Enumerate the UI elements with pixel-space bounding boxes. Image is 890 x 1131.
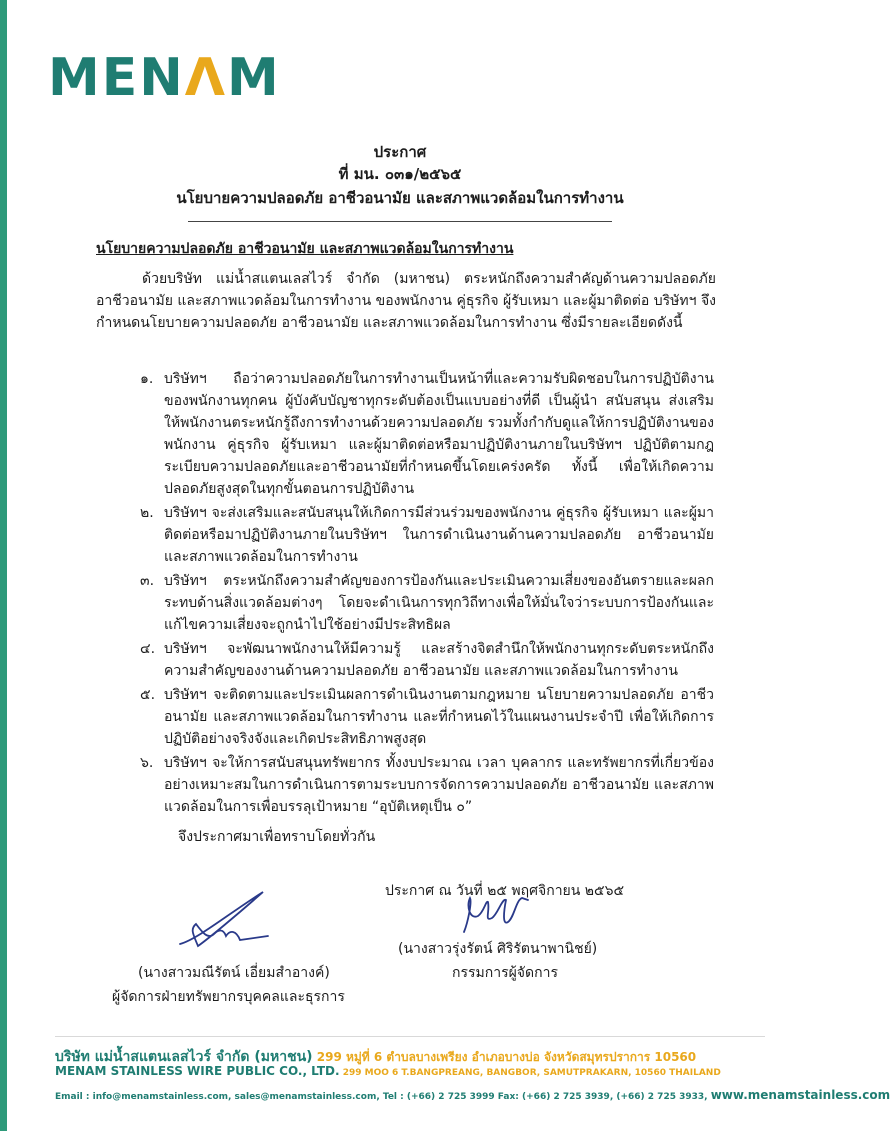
company-logo bbox=[48, 48, 281, 108]
signatory-right-name: (นางสาวรุ่งรัตน์ ศิริรัตนาพานิชย์) bbox=[398, 941, 598, 957]
signatory-left-title: ผู้จัดการฝ่ายทรัพยากรบุคคลและธุรการ bbox=[112, 989, 345, 1005]
announcement-date: ประกาศ ณ วันที่ ๒๕ พฤศจิกายน ๒๕๖๕ bbox=[385, 883, 625, 899]
item-number: ๕. bbox=[140, 687, 156, 703]
list-item bbox=[140, 368, 714, 500]
section-title: นโยบายความปลอดภัย อาชีวอนามัย และสภาพแวดล้อมในการทำงาน bbox=[96, 241, 514, 257]
item-number: ๖. bbox=[140, 755, 154, 771]
announcement-subject: นโยบายความปลอดภัย อาชีวอนามัย และสภาพแวดล้อมในการทำงาน bbox=[176, 189, 624, 207]
signatory-right-title: กรรมการผู้จัดการ bbox=[452, 965, 558, 981]
item-number: ๔. bbox=[140, 641, 156, 657]
footer-address-th: 299 หมู่ที่ 6 ตำบลบางเพรียง อำเภอบางบ่อ จังหวัดสมุทรปราการ 10560 bbox=[312, 1050, 697, 1064]
item-text: บริษัทฯ จะส่งเสริมและสนับสนุนให้เกิดการมีส่วนร่วมของพนักงาน คู่ธุรกิจ ผู้รับเหมา และผู้มาติดต่อหรือมาปฏิบัติงานภายในบริษัทฯ ในการดำเนินงานด้านความปลอดภัย อาชีวอนามัย และสภาพแวดล้อมในการทำงาน bbox=[164, 505, 714, 565]
footer-company-th: บริษัท แม่น้ำสแตนเลสไวร์ จำกัด (มหาชน) bbox=[55, 1049, 313, 1065]
footer-divider bbox=[55, 1036, 765, 1037]
item-number: ๒. bbox=[140, 505, 154, 521]
policy-list bbox=[140, 368, 714, 820]
list-item bbox=[140, 752, 714, 818]
closing-statement: จึงประกาศมาเพื่อทราบโดยทั่วกัน bbox=[178, 829, 376, 845]
footer-contact: Email : info@menamstainless.com, sales@menamstainless.com, Tel : (+66) 2 725 3999 Fax: (+66) 2 725 3939, (+66) 2 725 3933, bbox=[55, 1092, 711, 1102]
list-item bbox=[140, 570, 714, 636]
logo-text-c: M bbox=[227, 48, 281, 108]
list-item bbox=[140, 638, 714, 682]
item-text: บริษัทฯ ถือว่าความปลอดภัยในการทำงานเป็นหน้าที่และความรับผิดชอบในการปฏิบัติงานของพนักงานทุกคน ผู้บังคับบัญชาทุกระดับต้องเป็นแบบอย่างที่ดี เป็นผู้นำ สนับสนุน ส่งเสริมให้พนักงานตระหนักรู้ถึงการทำงานด้วยความปลอดภัย รวมทั้งกำกับดูแลให้การปฏิบัติงานของพนักงาน คู่ธุรกิจ ผู้รับเหมา และผู้มาติดต่อหรือมาปฏิบัติงานภายในบริษัทฯ ปฏิบัติตามกฎระเบียบความปลอดภัยและอาชีวอนามัยที่กำหนดขึ้นโดยเคร่งครัด ทั้งนี้ เพื่อให้เกิดความปลอดภัยสูงสุดในทุกขั้นตอนการปฏิบัติงาน bbox=[164, 371, 714, 497]
footer-website-link[interactable]: www.menamstainless.com bbox=[710, 1088, 890, 1102]
header-divider bbox=[188, 221, 612, 222]
signature-left-image bbox=[168, 884, 278, 956]
footer-contact-line bbox=[55, 1088, 890, 1102]
list-item bbox=[140, 502, 714, 568]
item-text: บริษัทฯ จะติดตามและประเมินผลการดำเนินงานตามกฎหมาย นโยบายความปลอดภัย อาชีวอนามัย และสภาพแวดล้อมในการทำงาน และที่กำหนดไว้ในแผนงานประจำปี เพื่อให้เกิดการปฏิบัติอย่างจริงจังและเกิดประสิทธิภาพสูงสุด bbox=[164, 687, 714, 747]
item-number: ๓. bbox=[140, 573, 155, 589]
item-text: บริษัทฯ ตระหนักถึงความสำคัญของการป้องกันและประเมินความเสี่ยงของอันตรายและผลกระทบด้านสิ่งแวดล้อมต่างๆ โดยจะดำเนินการทุกวิถีทางเพื่อให้มั่นใจว่าระบบการป้องกันและแก้ไขความเสี่ยงจะถูกนำไปใช้อย่างมีประสิทธิผล bbox=[164, 573, 714, 633]
footer-english-line bbox=[55, 1064, 721, 1078]
footer-address-en: 299 MOO 6 T.BANGPREANG, BANGBOR, SAMUTPRAKARN, 10560 THAILAND bbox=[339, 1068, 721, 1078]
logo-text-a: MEN bbox=[48, 48, 185, 108]
signatory-left-name: (นางสาวมณีรัตน์ เอี่ยมสำอางค์) bbox=[138, 965, 330, 981]
signature-right-image bbox=[458, 892, 538, 938]
item-number: ๑. bbox=[140, 371, 154, 387]
item-text: บริษัทฯ จะให้การสนับสนุนทรัพยากร ทั้งงบประมาณ เวลา บุคลากร และทรัพยากรที่เกี่ยวข้องอย่างเหมาะสมในการดำเนินการตามระบบการจัดการความปลอดภัย อาชีวอนามัย และสภาพแวดล้อมในการเพื่อบรรลุเป้าหมาย “อุบัติเหตุเป็น ๐” bbox=[164, 755, 714, 815]
item-text: บริษัทฯ จะพัฒนาพนักงานให้มีความรู้ และสร้างจิตสำนึกให้พนักงานทุกระดับตระหนักถึงความสำคัญของงานด้านความปลอดภัย อาชีวอนามัย และสภาพแวดล้อมในการทำงาน bbox=[164, 641, 714, 679]
intro-paragraph: ด้วยบริษัท แม่น้ำสแตนเลสไวร์ จำกัด (มหาชน) ตระหนักถึงความสำคัญด้านความปลอดภัย อาชีวอนามัย และสภาพแวดล้อมในการทำงาน ของพนักงาน คู่ธุรกิจ ผู้รับเหมา และผู้มาติดต่อ บริษัทฯ จึงกำหนดนโยบายความปลอดภัย อาชีวอนามัย และสภาพแวดล้อมในการทำงาน ซึ่งมีรายละเอียดดังนี้ bbox=[96, 271, 716, 331]
list-item bbox=[140, 684, 714, 750]
footer-company-en: MENAM STAINLESS WIRE PUBLIC CO., LTD. bbox=[55, 1064, 340, 1078]
announcement-heading: ประกาศ bbox=[373, 143, 427, 161]
announcement-number: ที่ มน. ๐๓๑/๒๕๖๕ bbox=[338, 165, 462, 183]
logo-text-b: Λ bbox=[184, 48, 228, 108]
